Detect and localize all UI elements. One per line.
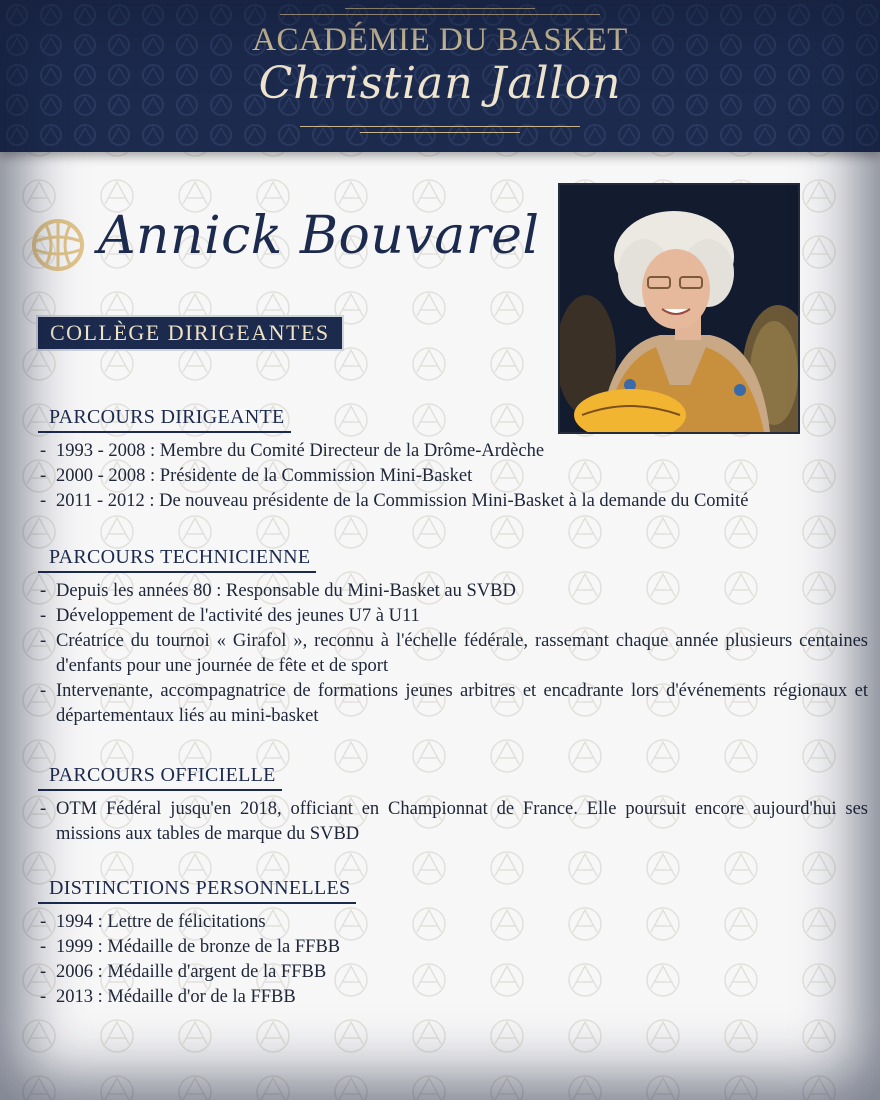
header-rule-bottom-2 [360,132,520,133]
section-title: DISTINCTIONS PERSONNELLES [38,877,356,904]
item-list [38,797,868,847]
item-list [38,910,868,1010]
section-title: PARCOURS DIRIGEANTE [38,406,291,433]
list-item: - 1999 : Médaille de bronze de la FFBB [38,935,868,960]
list-item: - 2011 - 2012 : De nouveau présidente de la Commission Mini-Basket à la demande du Comité [38,489,868,514]
list-item: - Intervenante, accompagnatrice de formations jeunes arbitres et encadrante lors d'événements régionaux et départementaux liés au mini-basket [38,679,868,729]
item-list [38,439,868,514]
list-item: - 2000 - 2008 : Présidente de la Commission Mini-Basket [38,464,868,489]
header-rule-bottom [300,126,580,127]
header-banner [0,0,880,152]
section-distinctions [38,877,868,1010]
list-item: - 1993 - 2008 : Membre du Comité Directeur de la Drôme-Ardèche [38,439,868,464]
section-title: PARCOURS TECHNICIENNE [38,546,316,573]
person-name: Annick Bouvarel [98,206,540,266]
header-rule-top [345,8,535,9]
list-item: - OTM Fédéral jusqu'en 2018, officiant en Championnat de France. Elle poursuit encore aujourd'hui ses missions aux tables de marque du SVBD [38,797,868,847]
basketball-icon [30,217,86,273]
list-item: - Depuis les années 80 : Responsable du Mini-Basket au SVBD [38,579,868,604]
list-item: - 2013 : Médaille d'or de la FFBB [38,985,868,1010]
list-item: - Créatrice du tournoi « Girafol », reconnu à l'échelle fédérale, rassemant chaque année plusieurs centaines d'enfants pour une journée de fête et de sport [38,629,868,679]
academy-subtitle: Christian Jallon [258,58,622,109]
section-officielle [38,764,868,847]
list-item: - Développement de l'activité des jeunes U7 à U11 [38,604,868,629]
section-title: PARCOURS OFFICIELLE [38,764,282,791]
portrait-photo [558,183,800,434]
category-badge: COLLÈGE DIRIGEANTES [38,317,342,349]
section-technicienne [38,546,868,729]
item-list [38,579,868,729]
section-dirigeante [38,406,868,514]
list-item: - 1994 : Lettre de félicitations [38,910,868,935]
academy-title: ACADÉMIE DU BASKET [252,22,628,58]
list-item: - 2006 : Médaille d'argent de la FFBB [38,960,868,985]
header-rule-top-2 [280,14,600,15]
